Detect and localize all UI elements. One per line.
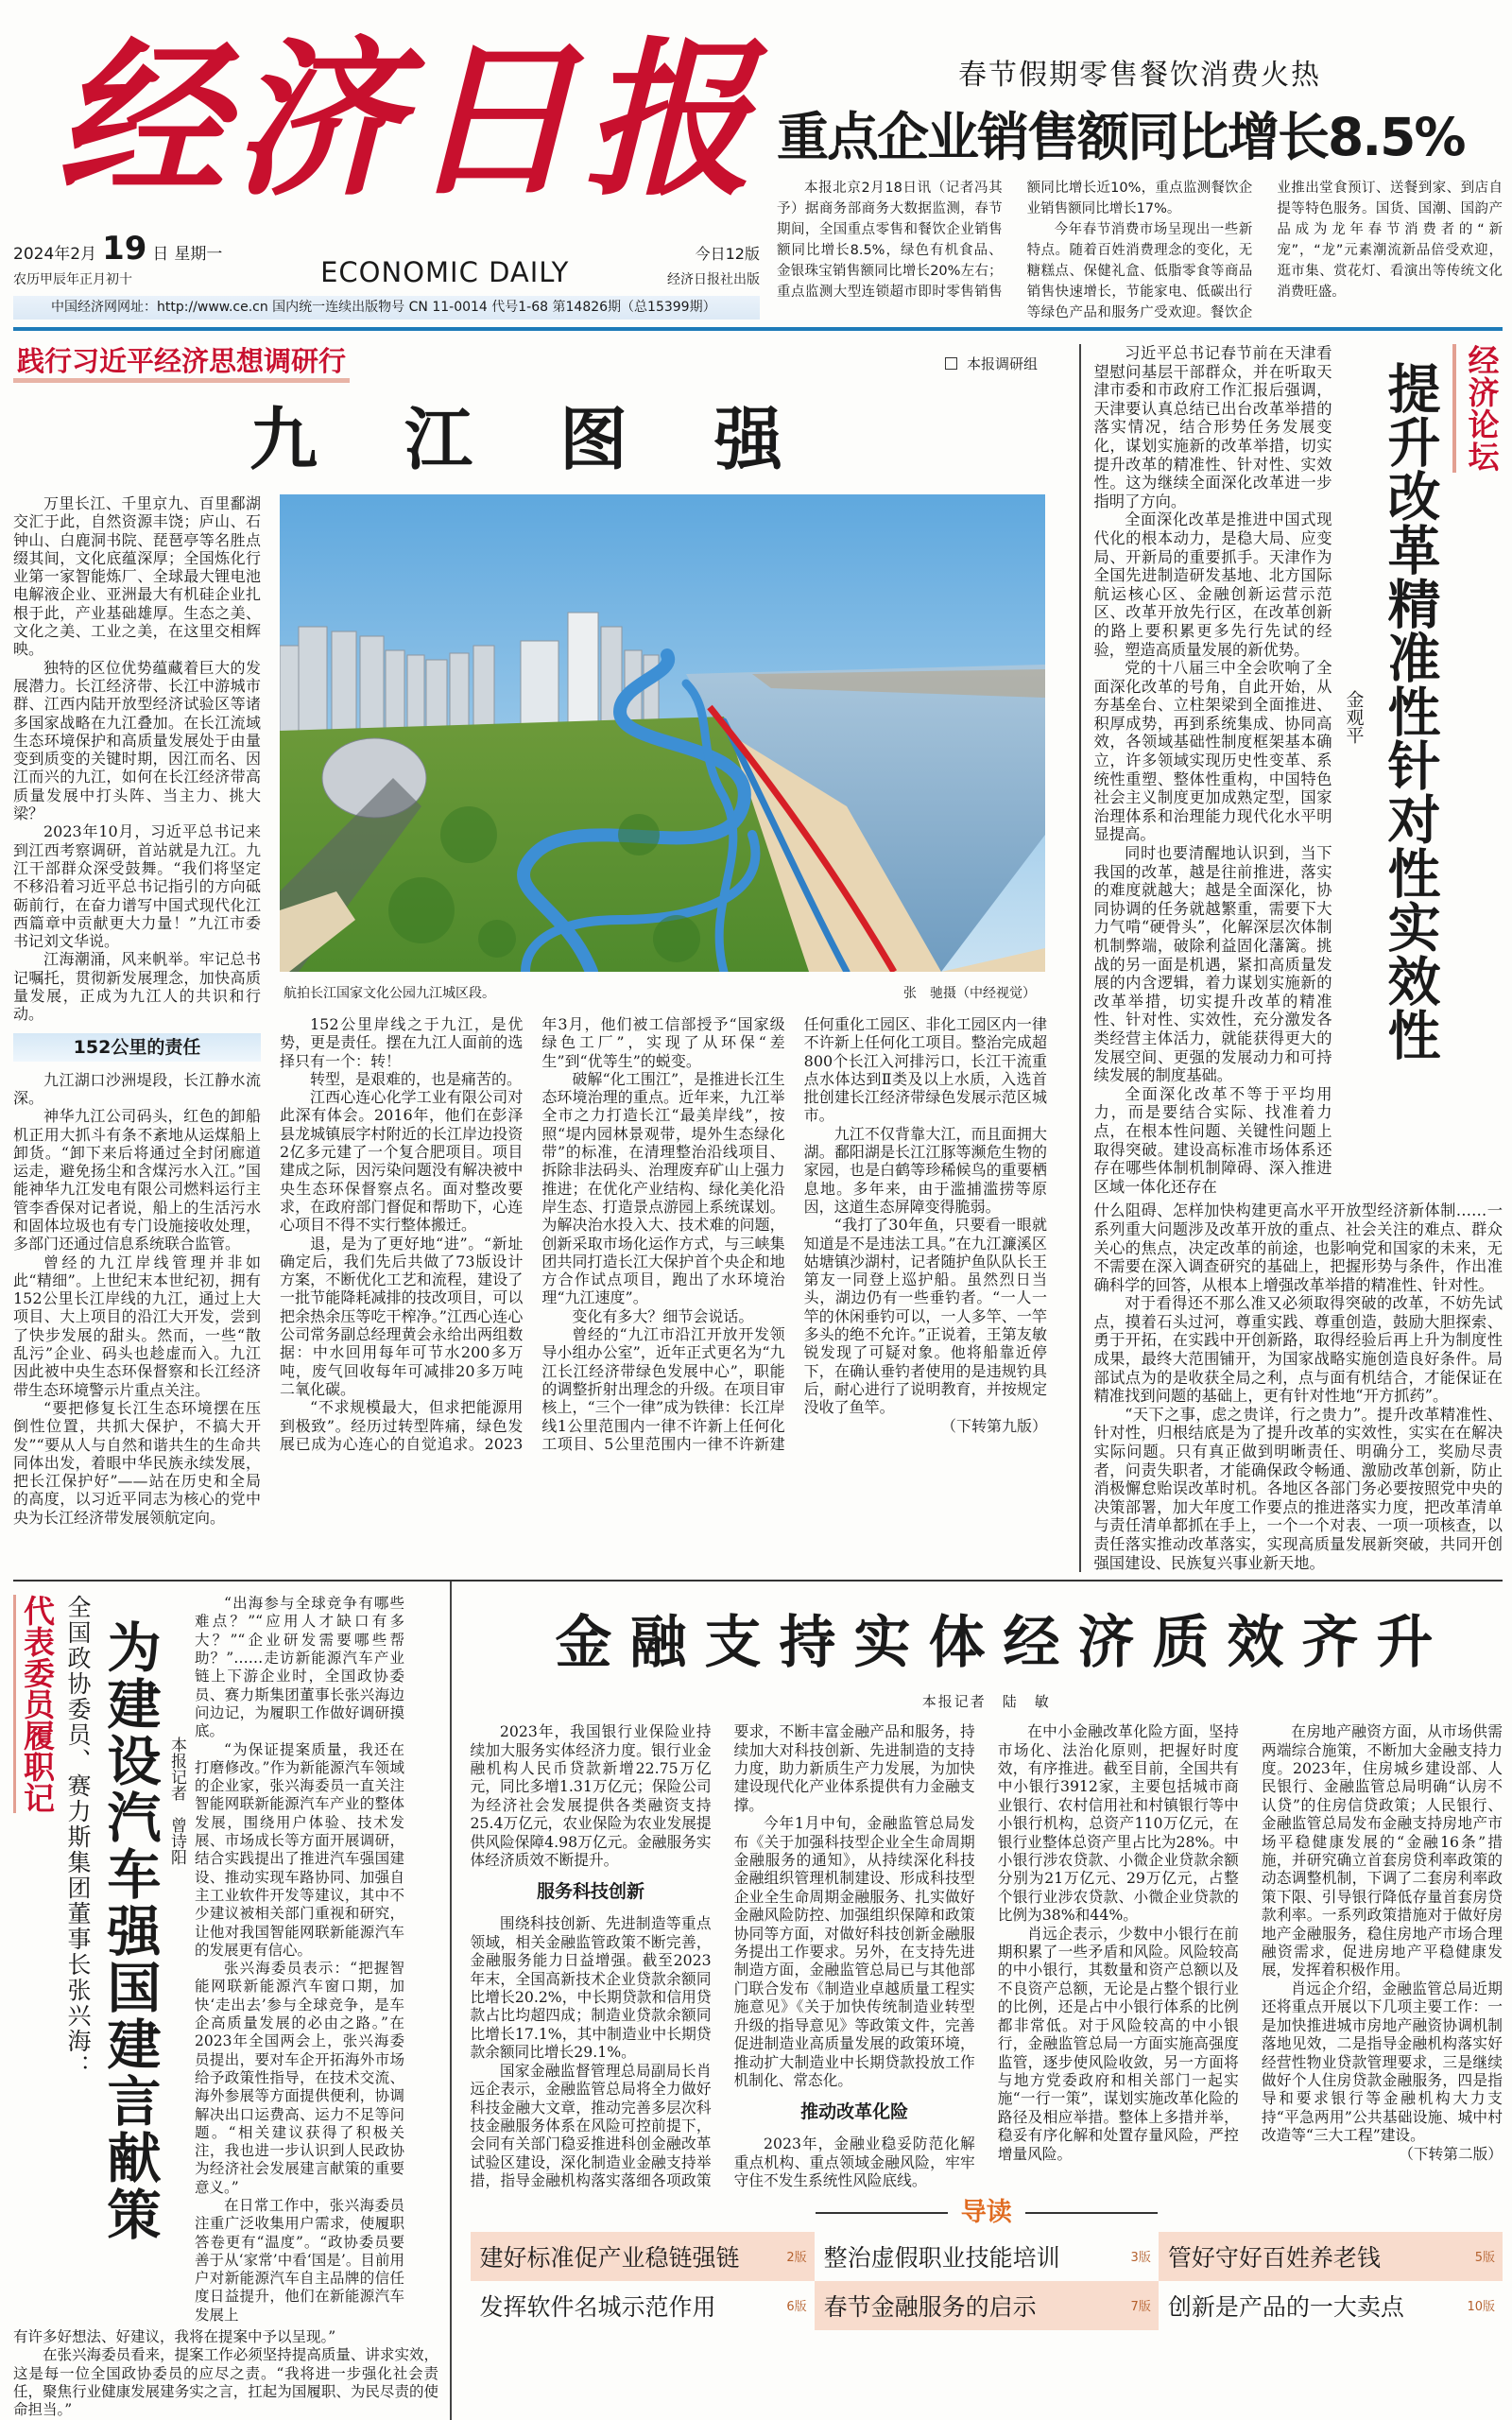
finance-headline[interactable]: 金融支持实体经济质效齐升 [555,1610,1452,1677]
lunar-date: 农历甲辰年正月初十 [13,272,132,287]
lead-headline[interactable]: 重点企业销售额同比增长8.5% [777,107,1465,167]
guide-item[interactable] [815,2232,1159,2281]
feature-right [280,494,1047,1527]
paragraph: 2023年，金融业稳妥防范化解重点机构、重点领域金融风险，牢牢守住不发生系统性风险底线。 [733,2135,975,2190]
paragraph: “要把修复长江生态环境摆在压倒性位置，共抓大保护，不搞大开发”“要从人与自然和谐共生的生命共同体出发，着眼中华民族永续发展，把长江保护好”——站在历史和全局的高度，以习近平同志为核心的党中央为长江经济带发展领航定向。 [13,1398,261,1527]
paragraph: 曾经的“九江市沿江开放开发领导小组办公室”，近年正式更名为“九江长江经济带绿色发展中心”，职能的调整折射出理念的升级。在项目审核上，“三个一律”成为铁律：长江岸线1公里范围内一律不许新上任何化工项目、5公里范围内一律不许新建任何重化工园区、非化工园区内一律不许新上任何化工项目。整治完成超800个长江入河排污口，长江干流重点水体达到Ⅱ类及以上水质，入选首批创建长江经济带绿色发展示范区城市。 [541,1015,1047,1453]
profile-body-wide [13,2328,438,2419]
paragraph: 2023年10月，习近平总书记来到江西考察调研，首站就是九江。九江干部群众深受鼓舞。“我们将坚定不移沿着习近平总书记指引的方向砥砺前行，在奋力谱写中国式现代化江西篇章中贡献更大力量！”九江市委书记刘文华说。 [13,822,261,951]
paragraph: 今年1月中旬，金融监管总局发布《关于加强科技型企业全生命周期金融服务的通知》，从持续深化科技金融组织管理机制建设、形成科技型企业全生命周期金融服务、扎实做好金融风险防控、加强组织保障和政策协同等方面，对做好科技创新金融服务提出工作要求。另外，在支持先进制造方面，金融监管总局已与其他部门联合发布《制造业卓越质量工程实施意见》《关于加快传统制造业转型升级的指导意见》等政策文件，完善促进制造业高质量发展的政策环境，推动扩大制造业中长期贷款投放工作机制化、常态化。 [733,1814,975,2089]
pages-today: 今日12版 [695,245,760,263]
guide-item-label: 创新是产品的一大卖点 [1167,2292,1404,2321]
paragraph: 国家金融监督管理总局副局长肖远企表示，金融监管总局将全力做好科技金融大文章，推动完善多层次科技金融服务体系在风险可控前提下，会同有关部门稳妥推进科创金融改革试验区建设，深化制造业金融支持举措，指导金融机构落实落细各项政策要求，不断丰富金融产品和服务，持续加大对科技创新、先进制造的支持力度，助力新质生产力发展，为加快建设现代化产业体系提供有力金融支撑。 [470,1722,975,2190]
guide-page-number: 5版 [1474,2251,1495,2266]
guide-item[interactable] [1159,2232,1503,2281]
paragraph: “为保证提案质量，我还在打磨修改。”作为新能源汽车领域的企业家，张兴海委员一直关注智能网联新能源汽车产业的整体发展，围绕用户体验、技术发展、市场成长等方面开展调研，结合实践提出了推进汽车强国建设、推动实现车路协同、加强自主工业软件开发等建议，其中不少建议被相关部门重视和研究，让他对我国智能网联新能源汽车的发展更有信心。 [195,1740,404,1959]
publication-info-strip: 中国经济网网址：http://www.ce.cn 国内统一连续出版物号 CN 11-0014 代号1-68 第14826期（总15399期） [13,296,760,320]
paragraph: 什么阻碍、怎样加快构建更高水平开放型经济新体制……一系列重大问题涉及改革开放的重点、社会关注的难点、群众关心的焦点，决定改革的前途，也影响党和国家的未来，无不需要在深入调查研究的基础上，把握形势与条件，作出准确科学的回答，从根本上增强改革举措的精准性、针对性。 [1093,1201,1503,1294]
paragraph: 万里长江、千里京九、百里鄱湖交汇于此，自然资源丰饶；庐山、石钟山、白鹿洞书院、琵琶亭等名胜点缀其间，文化底蕴深厚；全国炼化行业第一家智能炼厂、全球最大锂电池电解液企业、亚洲最大有机硅企业扎根于此，产业基础雄厚。生态之美、文化之美、工业之美，在这里交相辉映。 [13,494,261,659]
feature-left-continued [13,1071,261,1527]
editorial-top [1094,344,1503,1196]
profile-story [13,1582,438,2419]
paragraph: 对于看得还不那么准又必须取得突破的改革，不妨先试点，摸着石头过河，尊重实践、尊重创造，鼓励大胆探索、勇于开拓，在实践中开创新路，取得经验后再上升为制度性成果，最终大范围铺开，为国家战略实施创造良好条件。局部试点为的是收获全局之利，点与面有机结合，才能保证在精准找到问题的基础上，更有针对性地“开方抓药”。 [1093,1294,1503,1406]
date-month: 2024年2月 [13,245,97,264]
paragraph: 党的十八届三中全会吹响了全面深化改革的号角，自此开始，从夯基垒台、立柱架梁到全面推进、积厚成势，再到系统集成、协同高效，各领域基础性制度框架基本确立，许多领域实现历史性变革、系统性重塑、整体性重构，中国特色社会主义制度更加成熟定型，国家治理体系和治理能力现代化水平明显提高。 [1093,659,1332,844]
date-suffix: 日 [152,245,169,264]
paragraph: 有许多好想法、好建议，我将在提案中予以呈现。” [13,2328,336,2346]
feature-byline [945,354,1038,373]
square-icon [945,357,957,370]
paragraph: 在中小金融改革化险方面，坚持市场化、法治化原则，把握好时度效，有序推进。截至目前，全国共有中小银行3912家，主要包括城市商业银行、农村信用社和村镇银行等中小银行机构，总资产110万亿元，在银行业整体总资产里占比为28%。中小银行涉农贷款、小微企业贷款余额分别为21万亿元、29万亿元，占整个银行业涉农贷款、小微企业贷款的比例为38%和44%。 [997,1722,1239,1925]
finance-byline: 本报记者 陆 敏 [921,1693,1051,1711]
guide-item[interactable] [471,2281,815,2330]
paragraph: 张兴海委员表示：“把握智能网联新能源汽车窗口期，加快‘走出去’参与全球竞争，是车企高质量发展的必由之路。”在2023年全国两会上，张兴海委员提出，要对车企开拓海外市场给予政策性指导，在技术交流、海外参展等方面提供便利，协调解决出口运费高、运力不足等问题。“相关建议获得了积极关注，我也进一步认识到人民政协为经济社会发展建言献策的重要意义。” [195,1960,404,2196]
paragraph: 围绕科技创新、先进制造等重点领域，相关金融监管政策不断完善，金融服务能力日益增强。截至2023年末，全国高新技术企业贷款余额同比增长20.2%，中长期贷款和信用贷款占比均超四成；制造业贷款余额同比增长17.1%，其中制造业中长期贷款余额同比增长29.1%。 [470,1914,712,2062]
section-label: 践行习近平经济思想调研行 [13,344,350,383]
date-row [13,226,760,296]
feature-title[interactable]: 九江图强 [249,400,870,479]
newspaper-logo: 经济日报 [57,21,760,218]
paragraph: 在房地产融资方面，从市场供需两端综合施策，不断加大金融支持力度。2023年，住房城乡建设部、人民银行、金融监管总局明确“认房不认贷”的住房信贷政策；人民银行、金融监管总局发布金融支持房地产市场平稳健康发展的“金融16条”措施，并研究确立首套房贷利率政策的动态调整机制，下调了二套房利率政策下限、引导银行降低存量首套房贷款利率。一系列政策措施对于做好房地产金融服务，稳住房地产市场合理融资需求，促进房地产平稳健康发展，发挥着积极作用。 [1261,1722,1503,1979]
feature-left-column [13,494,261,1527]
paragraph: 本报北京2月18日讯（记者冯其予）据商务部商务大数据监测，春节期间，全国重点零售和餐饮企业销售额同比增长8.5%，绿色有机食品、金银珠宝销售额同比增长20%左右；重点监测大型连锁超市即时零售销售额同比增长近10%，重点监测餐饮企业销售额同比增长17%。 [777,181,1253,300]
feature-story [13,344,1066,1572]
photo-credit: 张 驰摄（中经视觉） [903,986,1036,1001]
guide-item-label: 发挥软件名城示范作用 [479,2292,716,2321]
date-block [13,230,222,288]
profile-subtitle: 全国政协委员、赛力斯集团董事长张兴海： [64,1595,92,2081]
editorial-author: 金观平 [1343,690,1365,744]
editorial-body-wide [1094,1201,1503,1572]
paragraph: “不求规模最大，但求把能源用到极致”。经历过转型阵痛，绿色发展已成为心连心的自觉追求。2023年3月，他们被工信部授予“国家级绿色工厂”，实现了从环保“差生”到“优等生”的蜕变。 [280,1015,785,1453]
guide-item[interactable] [1159,2281,1503,2330]
paragraph: 在张兴海委员看来，提案工作必须坚持提高质量、讲求实效，这是每一位全国政协委员的应尽之责。“我将进一步强化社会责任，聚焦行业健康发展建务实之言，扛起为国履职、为民尽责的使命担当。” [13,2346,438,2419]
paragraph: 九江不仅背靠大江，而且面拥大湖。鄱阳湖是长江江豚等濒危生物的家园，也是白鹤等珍稀候鸟的重要栖息地。多年来，由于滥捕滥捞等原因，这道生态屏障变得脆弱。 [803,1124,1047,1216]
guide-page-number: 10版 [1467,2300,1495,2315]
editorial [1081,344,1503,1572]
english-name: ECONOMIC DAILY [320,256,570,288]
paragraph: 变化有多大？细节会说话。 [572,1306,754,1325]
byline-text: 本报调研组 [966,355,1038,372]
paragraph: 神华九江公司码头，红色的卸船机正用大抓斗有条不紊地从运煤船上卸货。“卸下来后将通过全封闭廊道运走，避免扬尘和含煤污水入江。”国能神华九江发电有限公司燃料运行主管李香保对记者说，船上的生活污水和固体垃圾也有专门设施接收处理，多部门还通过信息系统联合监管。 [13,1107,261,1253]
paragraph: 全面深化改革是推进中国式现代化的根本动力，是稳大局、应变局、开新局的重要抓手。天津作为全国先进制造研发基地、北方国际航运核心区、金融创新运营示范区、改革开放先行区，在改革创新的路上要积累更多先行先试的经验，塑造高质量发展的新优势。 [1093,510,1332,659]
guide-item-label: 春节金融服务的启示 [823,2292,1037,2321]
continued-note: （下转第二版） [1399,2144,1503,2163]
paragraph: 破解“化工围江”，是推进长江生态环境治理的重点。近年来，九江举全市之力打造长江“最美岸线”，按照“堤内园林景观带，堤外生态绿化带”的标准，在清理整治沿线项目、拆除非法码头、治理废弃矿山上强力推进；在优化产业结构、绿化美化沿岸生态、打造景点游园上系统谋划。为解决治水投入大、技术难的问题，创新采取市场化运作方式，与三峡集团共同打造长江大保护首个央企和地方合作试点项目，跑出了水环境治理“九江速度”。 [541,1069,785,1307]
paragraph: “出海参与全球竞争有哪些难点？”“应用人才缺口有多大？”“企业研发需要哪些帮助？”……走访新能源汽车产业链上下游企业时，全国政协委员、赛力斯集团董事长张兴海边问边记，为履职工作做好调研摸底。 [195,1595,404,1740]
paragraph: 同时也要清醒地认识到，当下我国的改革，越是往前推进，落实的难度就越大；越是全面深化，协同协调的任务就越繁重，需要下大力气啃“硬骨头”，化解深层次体制机制弊端，破除利益固化藩篱。挑战的另一面是机遇，紧扣高质量发展的内含逻辑，着力谋划实施新的改革举措，切实提升改革的精准性、针对性、实效性，充分激发各类经营主体活力，就能获得更大的发展空间、更强的发展动力和可持续发展的制度基础。 [1093,844,1332,1085]
profile-column-tag: 代表委员履职记 [13,1595,55,1813]
finance-subhead: 推动改革化险 [800,2101,909,2123]
issue-date [13,230,222,268]
paragraph: 江海潮涌，风来帆举。牢记总书记嘱托，贯彻新发展理念，加快高质量发展，正成为九江人的共识和行动。 [13,950,261,1024]
feature-columns [280,1015,1047,1453]
finance-subhead: 服务科技创新 [537,1881,645,1903]
lead-story [777,13,1503,323]
aerial-photo [280,494,1045,972]
feature-body [13,494,1066,1527]
lead-article-body [777,178,1503,323]
paragraph: 2023年，我国银行业保险业持续加大服务实体经济力度。银行业金融机构人民币贷款新增22.75万亿元，同比多增1.31万亿元；保险公司为经济社会发展提供各类融资支持25.4万亿元，农业保险为农业发展提供风险保障4.98万亿元。金融服务实体经济质效不断提升。 [470,1722,712,1870]
profile-top [13,1595,438,2325]
paragraph: 退，是为了更好地“进”。“新址确定后，我们先后共做了73版设计方案，不断优化工艺和流程，建设了一批节能降耗减排的技改项目，可以把余热余压等吃干榨净。”江西心连心公司常务副总经理黄会永给出两组数据：中水回用每年可节水200多万吨，废气回收每年可减排20多万吨二氧化碳。 [280,1234,524,1398]
guide-page-number: 7版 [1130,2300,1151,2315]
paragraph: 在日常工作中，张兴海委员注重广泛收集用户需求，使履职答卷更有“温度”。“政协委员要善于从‘家常’中看‘国是’。目前用户对新能源汽车自主品牌的信任度日益提升，他们在新能源汽车发展上 [195,2196,404,2324]
paragraph: “天下之事，虑之贵详，行之贵力”。提升改革精准性、针对性，归根结底是为了提升改革的实效性，实实在在解决实际问题。只有真正做到明晰责任、明确分工，奖励尽责者，问责失职者，才能确保政令畅通、激励改革创新，防止消极懈怠贻误改革时机。各地区各部门务必要按照党中央的决策部署，加大年度工作要点的推进落实力度，把改革清单与责任清单都抓在手上，一个一个对表、一项一项核查，以责任落实推动改革落实，实现高质量发展新突破，共同开创强国建设、民族复兴事业新天地。 [1093,1405,1503,1572]
guide-item-label: 建好标准促产业稳链强链 [479,2243,740,2272]
guide-item-label: 整治虚假职业技能培训 [823,2243,1060,2272]
profile-byline: 本报记者 曾诗阳 [167,1737,186,1866]
photo-caption: 航拍长江国家文化公园九江城区段。 [284,986,495,1001]
paragraph: 肖远企表示，少数中小银行在前期积累了一些矛盾和风险。风险较高的中小银行，其数量和资产总额以及不良资产总额，无论是占整个银行业的比例，还是占中小银行体系的比例都非常低。对于风险较高的中小银行，金融监管总局一方面实施高强度监管，逐步使风险收敛，另一方面将与地方党委政府和相关部门一起实施“一行一策”，谋划实施改革化险的路径及相应举措。整体上多措并举，稳妥有序化解和处置存量风险，严控增量风险。 [997,1924,1239,2163]
paragraph: 九江湖口沙洲堤段，长江静水流深。 [13,1070,261,1107]
date-day: 19 [102,230,147,268]
editorial-body-narrow [1094,344,1332,1196]
paragraph: 肖远企介绍，金融监管总局近期还将重点开展以下几项主要工作：一是加快推进城市房地产融资协调机制落地见效，二是指导金融机构落实好经营性物业贷款管理要求，三是继续做好个人住房贷款金融服务，四是指导和要求银行等金融机构大力支持“平急两用”公共基础设施、城中村改造等“三大工程”建设。 [1261,1979,1503,2145]
paragraph: 曾经的九江岸线管理并非如此“精细”。上世纪末本世纪初，拥有152公里长江岸线的九江，通过上大项目、大上项目的沿江大开发，尝到了快步发展的甜头。然而，一些“散乱污”企业、码头也趁虚而入。九江因此被中央生态环保督察和长江经济带生态环境警示片重点关注。 [13,1253,261,1399]
paragraph: 习近平总书记春节前在天津看望慰问基层干部群众，并在听取天津市委和市政府工作汇报后强调，天津要认真总结已出台改革举措的落实情况，结合形势任务发展变化，谋划实施新的改革举措，切实提升改革的精准性、针对性、实效性。这为继续全面深化改革进一步指明了方向。 [1093,344,1332,510]
paragraph: 独特的区位优势蕴藏着巨大的发展潜力。长江经济带、长江中游城市群、江西内陆开放型经济试验区等诸多国家战略在九江叠加。在长江流域生态环境保护和高质量发展处于由量变到质变的关键时期，因江而名、因江而兴的九江，如何在长江经济带高质量发展中打头阵、当主力、挑大梁？ [13,658,261,823]
column-tag: 经济论坛 [1452,344,1504,473]
paragraph: “我打了30年鱼，只要看一眼就知道是不是违法工具。”在九江濂溪区姑塘镇沙湖村，记者随护鱼队队长王第友一同登上巡护船。虽然烈日当头，湖边仍有一些垂钓者。“一人一竿的休闲垂钓可以，一人多竿、一竿多头的绝不允许。”正说着，王第友敏锐发现了可疑对象。他将船靠近停下，在确认垂钓者使用的是违规钓具后，耐心进行了说明教育，并按规定没收了鱼竿。 [803,1216,1047,1417]
paragraph: 江西心连心化学工业有限公司对此深有体会。2016年，他们在彭泽县龙城镇辰字村附近的长江岸边投资2亿多元建了一个复合肥项目。项目建成之际，因污染问题没有解决被中央生态环保督察点名。面对整改要求，在政府部门督促和帮助下，心连心项目不得不实行整体搬迁。 [280,1088,524,1235]
pages-block [667,242,760,288]
masthead-left [13,13,760,323]
paragraph: 今年春节消费市场呈现出一些新特点。随着百姓消费理念的变化，无糖糕点、保健礼盒、低脂零食等商品销售快速增长，节能家电、低碳出行等绿色产品和服务广受欢迎。餐饮企业推出堂食预订、送餐到家、到店自提等特色服务。国货、国潮、国韵产品成为龙年春节消费者的“新宠”，“龙”元素潮流新品倍受欢迎，逛市集、赏花灯、看演出等传统文化消费旺盛。 [1026,181,1503,320]
paragraph: 152公里岸线之于九江，是优势，更是责任。摆在九江人面前的选择只有一个：转！ [280,1015,524,1070]
guide-page-number: 6版 [786,2300,807,2315]
photo-caption-row [284,983,1036,1002]
feature-subhead: 152公里的责任 [13,1033,261,1062]
publisher: 经济日报社出版 [667,272,760,287]
weekday: 星期一 [174,245,223,264]
profile-headline[interactable]: 为建设汽车强国建言献策 [98,1619,162,2244]
guide-item[interactable] [471,2232,815,2281]
guide-item[interactable] [815,2281,1159,2330]
finance-body [471,1722,1503,2189]
profile-body [195,1595,404,2325]
editorial-headline[interactable]: 提升改革精准性针对性实效性 [1379,361,1441,1062]
lead-kicker: 春节假期零售餐饮消费火热 [958,59,1321,92]
paragraph: 全面深化改革不等于平均用力，而是要结合实际、找准着力点，在根本性问题、关键性问题上取得突破。建设高标准市场体系还存在哪些体制机制障碍、深入推进区域一体化还存在 [1093,1084,1332,1196]
masthead-divider [13,327,1503,331]
masthead [13,0,1503,323]
guide-page-number: 3版 [1130,2251,1151,2266]
guide-item-label: 管好守好百姓养老钱 [1167,2243,1381,2272]
continued-note: （下转第九版） [940,1416,1047,1435]
guide-grid [471,2232,1503,2330]
feature-header [13,344,1066,383]
guide-page-number: 2版 [786,2251,807,2266]
bottom-band [13,1582,1503,2419]
guide-title: 导读 [471,2198,1503,2228]
paragraph: 转型，是艰难的，也是痛苦的。 [310,1069,523,1088]
top-band [13,344,1503,1572]
finance-story [452,1582,1503,2419]
feature-intro [13,494,261,1024]
